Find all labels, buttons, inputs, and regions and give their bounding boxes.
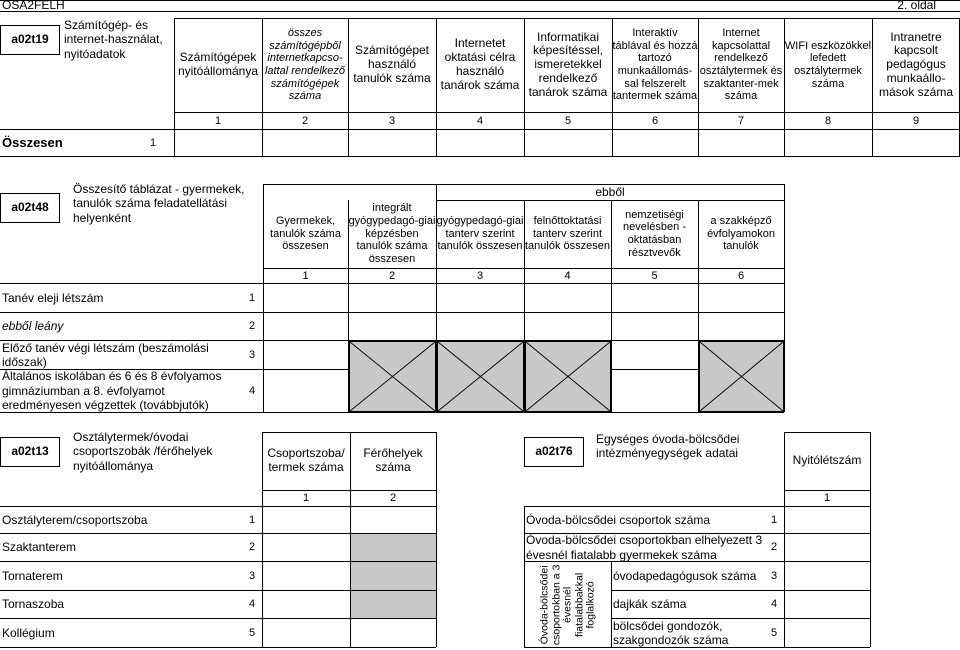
row-number: 4 xyxy=(770,598,778,611)
table-code: a02t76 xyxy=(524,437,584,467)
row-number: 5 xyxy=(770,626,778,639)
table-title: Egységes óvoda-bölcsődei intézményegységek adatai xyxy=(596,432,740,461)
row-number: 1 xyxy=(248,513,256,526)
col-header: Nyitólétszám xyxy=(792,453,862,468)
form-code: OSA2FELH xyxy=(2,0,65,12)
col-header: nemzetiségi nevelésben - oktatásban résztvevők xyxy=(623,208,686,259)
table-title: Számítógép- és internet-használat, nyitóadatok xyxy=(64,18,163,61)
row-number: 3 xyxy=(248,569,256,582)
row-number: 2 xyxy=(770,541,778,554)
table-code: a02t19 xyxy=(0,25,60,55)
col-number: 1 xyxy=(302,269,309,282)
na-cell xyxy=(699,341,784,412)
row-number: 1 xyxy=(770,513,778,526)
row-number: 3 xyxy=(770,569,778,582)
ebbol-header: ebből xyxy=(595,184,625,199)
row-number: 2 xyxy=(248,320,256,333)
table-title: Összesítő táblázat - gyermekek, tanulók száma feladatellátási helyenként xyxy=(73,182,245,225)
col-header: Gyermekek, tanulók száma összesen xyxy=(270,215,341,253)
row-label: óvodapedagógusok száma xyxy=(613,568,757,583)
row-label: Óvoda-bölcsődei csoportok száma xyxy=(526,512,711,527)
row-label: Tanév eleji létszám xyxy=(2,290,104,305)
header-underline xyxy=(0,11,960,12)
na-cell xyxy=(349,341,436,412)
col-header: összes számítógépből internetkapcso-lattal rendelkező számítógépek száma xyxy=(264,27,346,103)
col-number: 9 xyxy=(912,114,920,127)
row-label: Tornaszoba xyxy=(2,597,65,612)
na-cell xyxy=(525,341,611,412)
col-header: Számítógépet használó tanulók száma xyxy=(353,43,431,85)
top-border xyxy=(0,0,960,1)
na-cell xyxy=(351,562,436,590)
col-header: Internet kapcsolattal rendelkező osztálytermek és szaktanter-mek száma xyxy=(699,27,783,103)
row-label: Szaktanterem xyxy=(2,540,77,555)
col-header: Számítógépek nyitóállománya xyxy=(177,50,259,78)
row-label: Általános iskolában és 6 és 8 évfolyamos gimnáziumban a 8. évfolyamot eredményesen végzettek (továbbjutók) xyxy=(2,369,222,413)
col-number: 2 xyxy=(301,114,309,127)
table-code: a02t48 xyxy=(0,193,60,223)
col-header: felnőttoktatási tanterv szerint tanulók összesen xyxy=(525,215,610,253)
col-header: a szakképző évfolyamokon tanulók xyxy=(707,215,775,253)
col-number: 6 xyxy=(737,269,745,282)
row-label: ebből leány xyxy=(2,319,64,334)
col-number: 3 xyxy=(476,269,484,282)
na-cell xyxy=(437,341,524,412)
col-number: 1 xyxy=(823,492,831,505)
row-number: 5 xyxy=(248,626,256,639)
col-header: Férőhelyek száma xyxy=(363,446,423,474)
row-label: bölcsődei gondozók, szakgondozók száma xyxy=(613,618,729,647)
row-label: Óvoda-bölcsődei csoportokban elhelyezett 3 évesnél fiatalabb gyermekek száma xyxy=(526,533,763,562)
col-header: gyógypedagó-giai tanterv szerint tanulók összesen xyxy=(436,215,524,253)
col-number: 2 xyxy=(388,269,396,282)
row-label: Kollégium xyxy=(2,625,55,640)
page-number: 2. oldal xyxy=(897,0,936,12)
row-number: 1 xyxy=(248,291,256,304)
col-number: 6 xyxy=(651,114,659,127)
row-label: Összesen xyxy=(2,135,63,151)
na-cell xyxy=(351,591,436,618)
col-number: 1 xyxy=(214,114,222,127)
col-number: 5 xyxy=(564,114,572,127)
col-number: 1 xyxy=(302,492,310,505)
col-header: Informatikai képesítéssel, ismeretekkel rendelkező tanárok száma xyxy=(528,29,608,99)
row-label: Osztályterem/csoportszoba xyxy=(2,512,148,527)
col-number: 5 xyxy=(651,269,658,282)
row-label: Előző tanév végi létszám (beszámolási időszak) xyxy=(2,340,209,369)
vertical-group-label: Óvoda-bölcsődei csoportokban a 3 évesnél fiatalabbakkal foglalkozó xyxy=(538,564,597,645)
row-number: 1 xyxy=(149,136,157,149)
col-header: integrált gyógypedagó-giai képzésben tanulók száma összesen xyxy=(348,202,436,265)
data-input-row[interactable] xyxy=(175,130,959,156)
col-header: WIFI eszközökkel lefedett osztálytermek száma xyxy=(784,39,872,90)
col-number: 2 xyxy=(389,492,397,505)
row-label: dajkák száma xyxy=(613,597,687,612)
col-number: 4 xyxy=(564,269,571,282)
table-title: Osztálytermek/óvodai csoportszobák /férőhelyek nyitóállománya xyxy=(73,430,213,473)
col-number: 3 xyxy=(388,114,396,127)
col-header: Interaktív táblával és hozzá tartozó munkaállomás-sal felszerelt tantermek száma xyxy=(612,27,698,103)
na-cell xyxy=(351,534,436,561)
col-header: Csoportszoba/ termek száma xyxy=(267,446,345,474)
row-number: 2 xyxy=(248,541,256,554)
table-code: a02t13 xyxy=(0,437,60,467)
col-number: 7 xyxy=(737,114,745,127)
col-number: 8 xyxy=(824,114,832,127)
col-header: Intranetre kapcsolt pedagógus munkaállo-mások száma xyxy=(878,29,954,99)
row-number: 4 xyxy=(248,384,256,397)
col-header: Internetet oktatási célra használó tanárok száma xyxy=(440,36,520,92)
row-number: 3 xyxy=(248,348,256,361)
col-number: 4 xyxy=(476,114,484,127)
row-label: Tornaterem xyxy=(2,568,63,583)
row-number: 4 xyxy=(248,598,256,611)
